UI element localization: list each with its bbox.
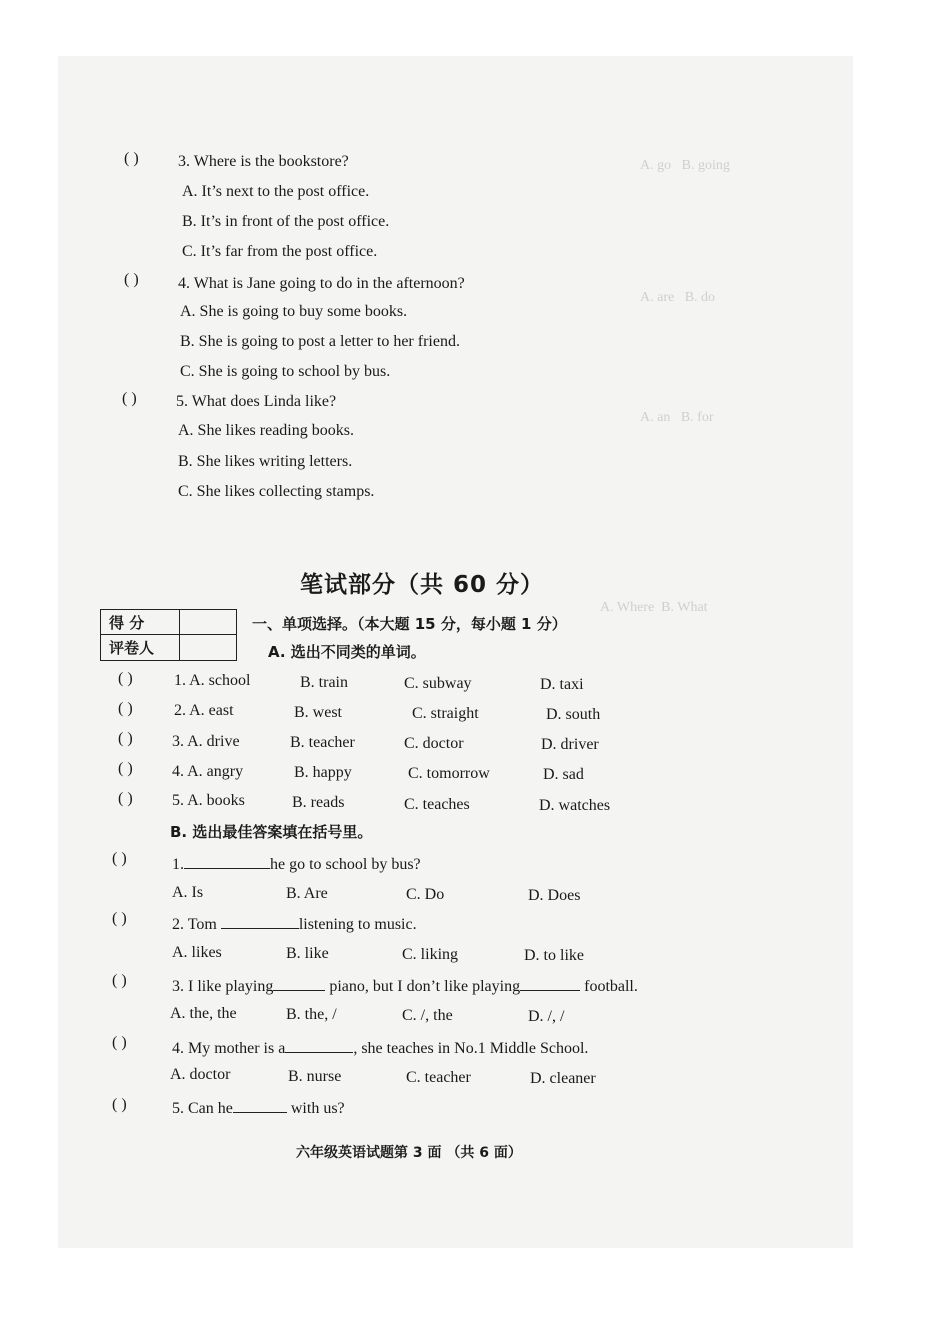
word-option: B. teacher <box>290 734 355 751</box>
fill-blank[interactable] <box>233 1098 287 1113</box>
answer-paren[interactable]: ( ) <box>122 390 137 407</box>
answer-paren[interactable]: ( ) <box>112 972 127 989</box>
answer-paren[interactable]: ( ) <box>124 271 139 288</box>
score-box <box>100 609 237 661</box>
word-option: B. west <box>294 704 342 721</box>
choice: A. Is <box>172 884 204 901</box>
bleed-through-text: A. go B. going <box>640 158 730 173</box>
word-option: C. teaches <box>404 796 470 813</box>
choice: B. the, / <box>286 1006 337 1023</box>
answer-paren[interactable]: ( ) <box>112 1034 127 1051</box>
question-3: 3. Where is the bookstore? <box>178 153 349 170</box>
word-option: D. driver <box>541 736 599 753</box>
word-option: D. south <box>546 706 601 723</box>
choice: C. Do <box>406 886 445 903</box>
option-b: B. She is going to post a letter to her friend. <box>180 333 460 350</box>
option-a: A. She likes reading books. <box>178 422 354 439</box>
word-option: C. doctor <box>404 735 464 752</box>
word-option: C. straight <box>412 705 479 722</box>
choice: B. nurse <box>288 1068 342 1085</box>
part-b-heading: B. 选出最佳答案填在括号里。 <box>170 823 373 841</box>
choice: C. liking <box>402 946 459 963</box>
choice: D. /, / <box>528 1008 565 1025</box>
score-label: 得 分 <box>109 614 145 632</box>
choice: C. teacher <box>406 1069 471 1086</box>
choice: C. /, the <box>402 1007 453 1024</box>
question-5: 5. What does Linda like? <box>176 393 337 410</box>
word-option: 3. A. drive <box>172 733 240 750</box>
bleed-through-text: A. an B. for <box>640 410 714 425</box>
option-a: A. It’s next to the post office. <box>182 183 370 200</box>
word-option: B. happy <box>294 764 352 781</box>
part-a-heading: A. 选出不同类的单词。 <box>268 643 426 661</box>
option-c: C. She likes collecting stamps. <box>178 483 375 500</box>
answer-paren[interactable]: ( ) <box>112 910 127 927</box>
word-option: D. watches <box>539 797 611 814</box>
word-option: 1. A. school <box>174 672 251 689</box>
word-option: 5. A. books <box>172 792 245 809</box>
choice: B. Are <box>286 885 328 902</box>
word-option: 4. A. angry <box>172 763 244 780</box>
answer-paren[interactable]: ( ) <box>118 790 133 807</box>
option-a: A. She is going to buy some books. <box>180 303 408 320</box>
choice: D. Does <box>528 887 581 904</box>
fill-blank[interactable] <box>221 914 299 929</box>
fill-blank[interactable] <box>184 854 270 869</box>
answer-paren[interactable]: ( ) <box>118 700 133 717</box>
answer-paren[interactable]: ( ) <box>118 730 133 747</box>
choice: A. likes <box>172 944 222 961</box>
section-heading: 一、单项选择。（本大题 15 分，每小题 1 分） <box>252 615 567 633</box>
question-b4: 4. My mother is a , she teaches in No.1 Middle School. <box>172 1040 589 1057</box>
option-b: B. She likes writing letters. <box>178 453 353 470</box>
word-option: C. tomorrow <box>408 765 490 782</box>
choice: D. cleaner <box>530 1070 596 1087</box>
word-option: C. subway <box>404 675 472 692</box>
question-b2: 2. Tom listening to music. <box>172 916 417 933</box>
choice: B. like <box>286 945 329 962</box>
question-b1: 1. he go to school by bus? <box>172 856 421 873</box>
answer-paren[interactable]: ( ) <box>118 670 133 687</box>
grader-label: 评卷人 <box>109 639 155 657</box>
fill-blank[interactable] <box>273 976 325 991</box>
bleed-through-text: A. Where B. What <box>600 600 708 615</box>
option-b: B. It’s in front of the post office. <box>182 213 390 230</box>
question-b3: 3. I like playing piano, but I don’t like playing football. <box>172 978 638 995</box>
answer-paren[interactable]: ( ) <box>124 150 139 167</box>
word-option: D. taxi <box>540 676 584 693</box>
question-4: 4. What is Jane going to do in the afternoon? <box>178 275 465 292</box>
bleed-through-text: A. are B. do <box>640 290 716 305</box>
word-option: B. reads <box>292 794 345 811</box>
choice: A. doctor <box>170 1066 231 1083</box>
question-b5: 5. Can he with us? <box>172 1100 345 1117</box>
word-option: B. train <box>300 674 348 691</box>
choice: A. the, the <box>170 1005 237 1022</box>
choice: D. to like <box>524 947 584 964</box>
fill-blank[interactable] <box>285 1038 353 1053</box>
word-option: 2. A. east <box>174 702 234 719</box>
fill-blank[interactable] <box>520 976 580 991</box>
section-title: 笔试部分（共 60 分） <box>300 572 545 598</box>
answer-paren[interactable]: ( ) <box>112 1096 127 1113</box>
answer-paren[interactable]: ( ) <box>118 760 133 777</box>
answer-paren[interactable]: ( ) <box>112 850 127 867</box>
page-footer: 六年级英语试题第 3 面 （共 6 面） <box>296 1145 522 1161</box>
option-c: C. She is going to school by bus. <box>180 363 391 380</box>
word-option: D. sad <box>543 766 584 783</box>
option-c: C. It’s far from the post office. <box>182 243 378 260</box>
